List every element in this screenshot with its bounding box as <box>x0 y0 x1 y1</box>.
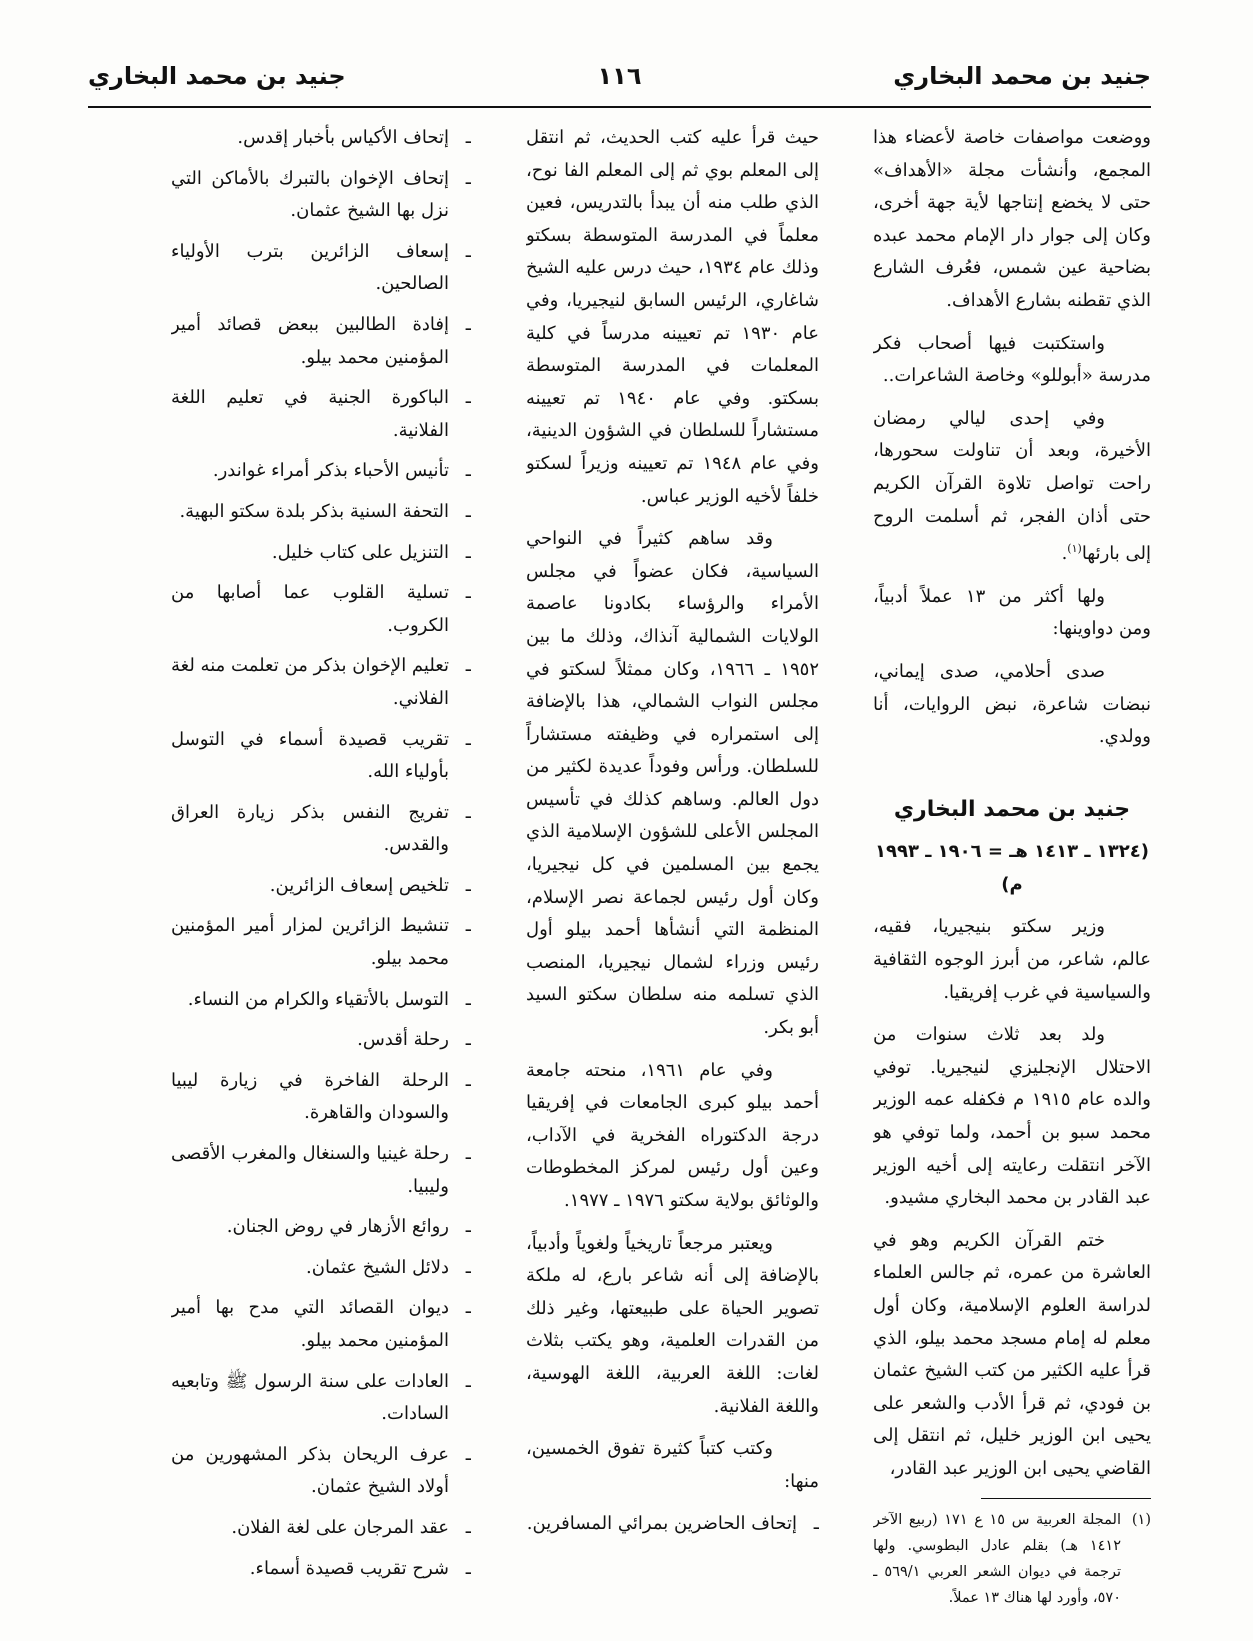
list-dash: ـ <box>465 1516 471 1538</box>
list-dash: ـ <box>465 240 471 262</box>
list-dash: ـ <box>465 1216 471 1238</box>
footnote-text: المجلة العربية س ١٥ ع ١٧١ (ربيع الآخر ١٤١٢ هـ) بقلم عادل البطوسي. ولها ترجمة في ديوان الشعر العربي ٥٦٩/١ ـ ٥٧٠، وأورد لها هناك ١٣ عملاً. <box>873 1511 1121 1606</box>
footnote <box>873 1507 1151 1611</box>
paragraph: حيث قرأ عليه كتب الحديث، ثم انتقل إلى المعلم بوي ثم إلى المعلم الفا نوح، الذي طلب منه أن يبدأ بالتدريس، فعين معلماً في المدرسة المتوسطة بسكتو وذلك عام ١٩٣٤، حيث درس عليه الشيخ شاغاري، الرئيس السابق لنيجيريا، وفي عام ١٩٣٠ تم تعيينه مدرساً في كلية المعلمات في المدرسة المتوسطة بسكتو. وفي عام ١٩٤٠ تم تعيينه مستشاراً للسلطان في الشؤون الدينية، وفي عام ١٩٤٨ تم تعيينه وزيراً لسكتو خلفاً لأخيه الوزير عباس. <box>526 127 819 507</box>
paragraph: ويعتبر مرجعاً تاريخياً ولغوياً وأدبياً، بالإضافة إلى أنه شاعر بارع، له ملكة تصوير الحياة على طبيعتها، وغير ذلك من القدرات العلمية، وهو يكتب بثلاث لغات: اللغة العربية، اللغة الهوسية، واللغة الفلانية. <box>526 1232 819 1417</box>
list-item <box>171 577 471 642</box>
work-title: إتحاف الأكياس بأخبار إقدس. <box>237 127 449 148</box>
work-title: تفريج النفس بذكر زيارة العراق والقدس. <box>171 801 449 856</box>
list-item <box>171 309 471 374</box>
running-header <box>88 62 1151 102</box>
left-column <box>171 122 471 1612</box>
list-item <box>171 1439 471 1504</box>
biography-heading: جنيد بن محمد البخاري <box>893 796 1131 822</box>
paragraph: وزير سكتو بنيجيريا، فقيه، عالم، شاعر، من أبرز الوجوه الثقافية والسياسية في غرب إفريقيا. <box>873 916 1151 1003</box>
work-title: روائع الأزهار في روض الجنان. <box>226 1216 449 1238</box>
paragraph: وفي إحدى ليالي رمضان الأخيرة، وبعد أن تناولت سحورها، راحت تواصل تلاوة القرآن الكريم حتى أذان الفجر، ثم أسلمت الروح إلى بارئها$^{(١)}$. <box>873 407 1151 565</box>
list-dash: ـ <box>465 1069 471 1091</box>
list-item <box>171 382 471 447</box>
work-title: التحفة السنية بذكر بلدة سكتو البهية. <box>179 500 449 522</box>
list-item <box>171 1512 471 1545</box>
work-title: الباكورة الجنية في تعليم اللغة الفلانية. <box>171 387 449 441</box>
work-title: عقد المرجان على لغة الفلان. <box>231 1516 449 1538</box>
list-dash: ـ <box>465 313 471 335</box>
biography-dates: (١٣٢٤ ـ ١٤١٣ هـ = ١٩٠٦ ـ ١٩٩٣ م) <box>875 841 1149 895</box>
list-dash: ـ <box>465 988 471 1010</box>
list-dash: ـ <box>465 1143 471 1165</box>
work-title: الرحلة الفاخرة في زيارة ليبيا والسودان والقاهرة. <box>171 1069 449 1124</box>
list-item <box>171 163 471 228</box>
works-list <box>526 1508 819 1541</box>
paragraph: ووضعت مواصفات خاصة لأعضاء هذا المجمع، وأنشأت مجلة «الأهداف» حتى لا يخضع إنتاجها لأية جهة أخرى، وكان إلى جوار دار الإمام محمد عبده بضاحية عين شمس، فعُرف الشارع الذي تقطنه بشارع الأهداف. <box>873 127 1151 311</box>
middle-column <box>526 122 819 1612</box>
work-title: تعليم الإخوان بذكر من تعلمت منه لغة الفلاني. <box>171 655 449 709</box>
list-dash: ـ <box>465 1297 471 1319</box>
running-title-left: جنيد بن محمد البخاري <box>88 62 346 90</box>
list-item <box>171 1553 471 1586</box>
list-dash: ـ <box>465 541 471 563</box>
paragraph: ولد بعد ثلاث سنوات من الاحتلال الإنجليزي لنيجيريا. توفي والده عام ١٩١٥ م فكفله عمه الوزير محمد سبو بن أحمد، ولما توفي هو الآخر انتقلت رعايته إلى أخيه الوزير عبد القادر بن محمد البخاري مشيدو. <box>873 1024 1151 1209</box>
list-dash: ـ <box>465 1029 471 1051</box>
paragraph: واستكتبت فيها أصحاب فكر مدرسة «أبوللو» وخاصة الشاعرات.. <box>873 332 1151 387</box>
list-item <box>171 1252 471 1285</box>
work-title: شرح تقريب قصيدة أسماء. <box>249 1557 449 1579</box>
work-title: دلائل الشيخ عثمان. <box>306 1256 449 1278</box>
work-title: تسلية القلوب عما أصابها من الكروب. <box>171 582 449 636</box>
paragraph: وكتب كتباً كثيرة تفوق الخمسين، منها: <box>526 1438 819 1492</box>
list-item <box>171 724 471 789</box>
work-title: عرف الريحان بذكر المشهورين من أولاد الشيخ عثمان. <box>171 1443 449 1498</box>
work-title: العادات على سنة الرسول ﷺ وتابعيه السادات. <box>171 1370 449 1425</box>
list-item <box>171 650 471 715</box>
list-item <box>171 1366 471 1431</box>
works-list <box>171 122 471 1585</box>
paragraph: وقد ساهم كثيراً في النواحي السياسية، فكان عضواً في مجلس الأمراء والرؤساء بكادونا عاصمة الولايات الشمالية آنذاك، وذلك ما بين ١٩٥٢ ـ ١٩٦٦، وكان ممثلاً لسكتو في مجلس النواب الشمالي، هذا بالإضافة إلى استمراره في وظيفته مستشاراً للسلطان. ورأس وفوداً عديدة لكثير من دول العالم. وساهم كذلك في تأسيس المجلس الأعلى للشؤون الإسلامية الذي يجمع بين المسلمين في كل نيجيريا، وكان أول رئيس لجماعة نصر الإسلام، المنظمة التي أنشأها أحمد بيلو أول رئيس وزراء لشمال نيجيريا، المنصب الذي تسلمه منه سلطان سكتو السيد أبو بكر. <box>526 528 819 1039</box>
list-dash: ـ <box>465 915 471 937</box>
work-title: إفادة الطالبين ببعض قصائد أمير المؤمنين محمد بيلو. <box>171 313 449 368</box>
right-column <box>873 122 1151 1612</box>
footnote-number: (١) <box>1131 1511 1151 1528</box>
list-dash: ـ <box>813 1513 819 1535</box>
work-title: التوسل بالأتقياء والكرام من النساء. <box>187 988 449 1010</box>
list-dash: ـ <box>465 1557 471 1579</box>
list-dash: ـ <box>465 582 471 604</box>
work-title: تأنيس الأحباء بذكر أمراء غواندر. <box>212 460 449 482</box>
list-item <box>171 1211 471 1244</box>
list-dash: ـ <box>465 1370 471 1392</box>
work-title: تنشيط الزائرين لمزار أمير المؤمنين محمد بيلو. <box>171 915 449 970</box>
list-item <box>171 870 471 903</box>
paragraph: ولها أكثر من ١٣ عملاً أدبياً، ومن دواوينها: <box>873 585 1151 640</box>
list-item <box>171 455 471 488</box>
list-item <box>171 537 471 570</box>
list-dash: ـ <box>465 1256 471 1278</box>
list-dash: ـ <box>465 801 471 823</box>
list-dash: ـ <box>465 500 471 522</box>
list-dash: ـ <box>465 387 471 409</box>
list-dash: ـ <box>465 1443 471 1465</box>
list-dash: ـ <box>465 728 471 750</box>
work-title: تقريب قصيدة أسماء في التوسل بأولياء الله. <box>171 728 449 783</box>
list-dash: ـ <box>465 460 471 482</box>
work-title: ديوان القصائد التي مدح بها أمير المؤمنين محمد بيلو. <box>171 1297 449 1351</box>
list-item <box>171 122 471 155</box>
work-title: التنزيل على كتاب خليل. <box>271 541 449 563</box>
running-title-right: جنيد بن محمد البخاري <box>893 62 1151 90</box>
list-item <box>171 1292 471 1357</box>
work-title: رحلة أقدس. <box>357 1029 449 1051</box>
work-title: إتحاف الإخوان بالتبرك بالأماكن التي نزل بها الشيخ عثمان. <box>171 167 449 222</box>
work-title: تلخيص إسعاف الزائرين. <box>269 874 449 896</box>
list-item <box>171 910 471 975</box>
list-item <box>171 1065 471 1130</box>
list-item <box>526 1508 819 1541</box>
page-number: ١١٦ <box>597 62 642 90</box>
list-item <box>171 1024 471 1057</box>
work-title: إسعاف الزائرين بترب الأولياء الصالحين. <box>171 240 449 295</box>
list-item <box>171 236 471 301</box>
paragraph-text: وفي إحدى ليالي رمضان الأخيرة، وبعد أن تناولت سحورها، راحت تواصل تلاوة القرآن الكريم حتى أذان الفجر، ثم أسلمت الروح إلى بارئها <box>873 407 1151 565</box>
list-dash: ـ <box>465 874 471 896</box>
list-item <box>171 797 471 862</box>
footnote-reference[interactable]: (١) <box>1067 542 1082 556</box>
work-title: إتحاف الحاضرين بمرائي المسافرين. <box>526 1513 797 1535</box>
paragraph: وفي عام ١٩٦١، منحته جامعة أحمد بيلو كبرى الجامعات في إفريقيا درجة الدكتوراه الفخرية في الآداب، وعين أول رئيس لمركز المخطوطات والوثائق بولاية سكتو ١٩٧٦ ـ ١٩٧٧. <box>526 1059 819 1211</box>
paragraph: ختم القرآن الكريم وهو في العاشرة من عمره، ثم جالس العلماء لدراسة العلوم الإسلامية، وكان أول معلم له إمام مسجد محمد بيلو، الذي قرأ عليه الكثير من كتب الشيخ عثمان بن فودي، ثم قرأ الأدب والشعر على يحيى ابن الوزير خليل، ثم انتقل إلى القاضي يحيى ابن الوزير عبد القادر، <box>873 1229 1151 1479</box>
list-item <box>171 1138 471 1203</box>
list-dash: ـ <box>465 127 471 148</box>
header-rule <box>88 106 1151 108</box>
work-title: رحلة غينيا والسنغال والمغرب الأقصى وليبيا. <box>171 1143 449 1197</box>
list-item <box>171 496 471 529</box>
list-item <box>171 984 471 1017</box>
paragraph: صدى أحلامي، صدى إيماني، نبضات شاعرة، نبض الروايات، أنا وولدي. <box>873 660 1151 748</box>
list-dash: ـ <box>465 655 471 677</box>
list-dash: ـ <box>465 167 471 189</box>
footnote-rule <box>981 1498 1151 1499</box>
